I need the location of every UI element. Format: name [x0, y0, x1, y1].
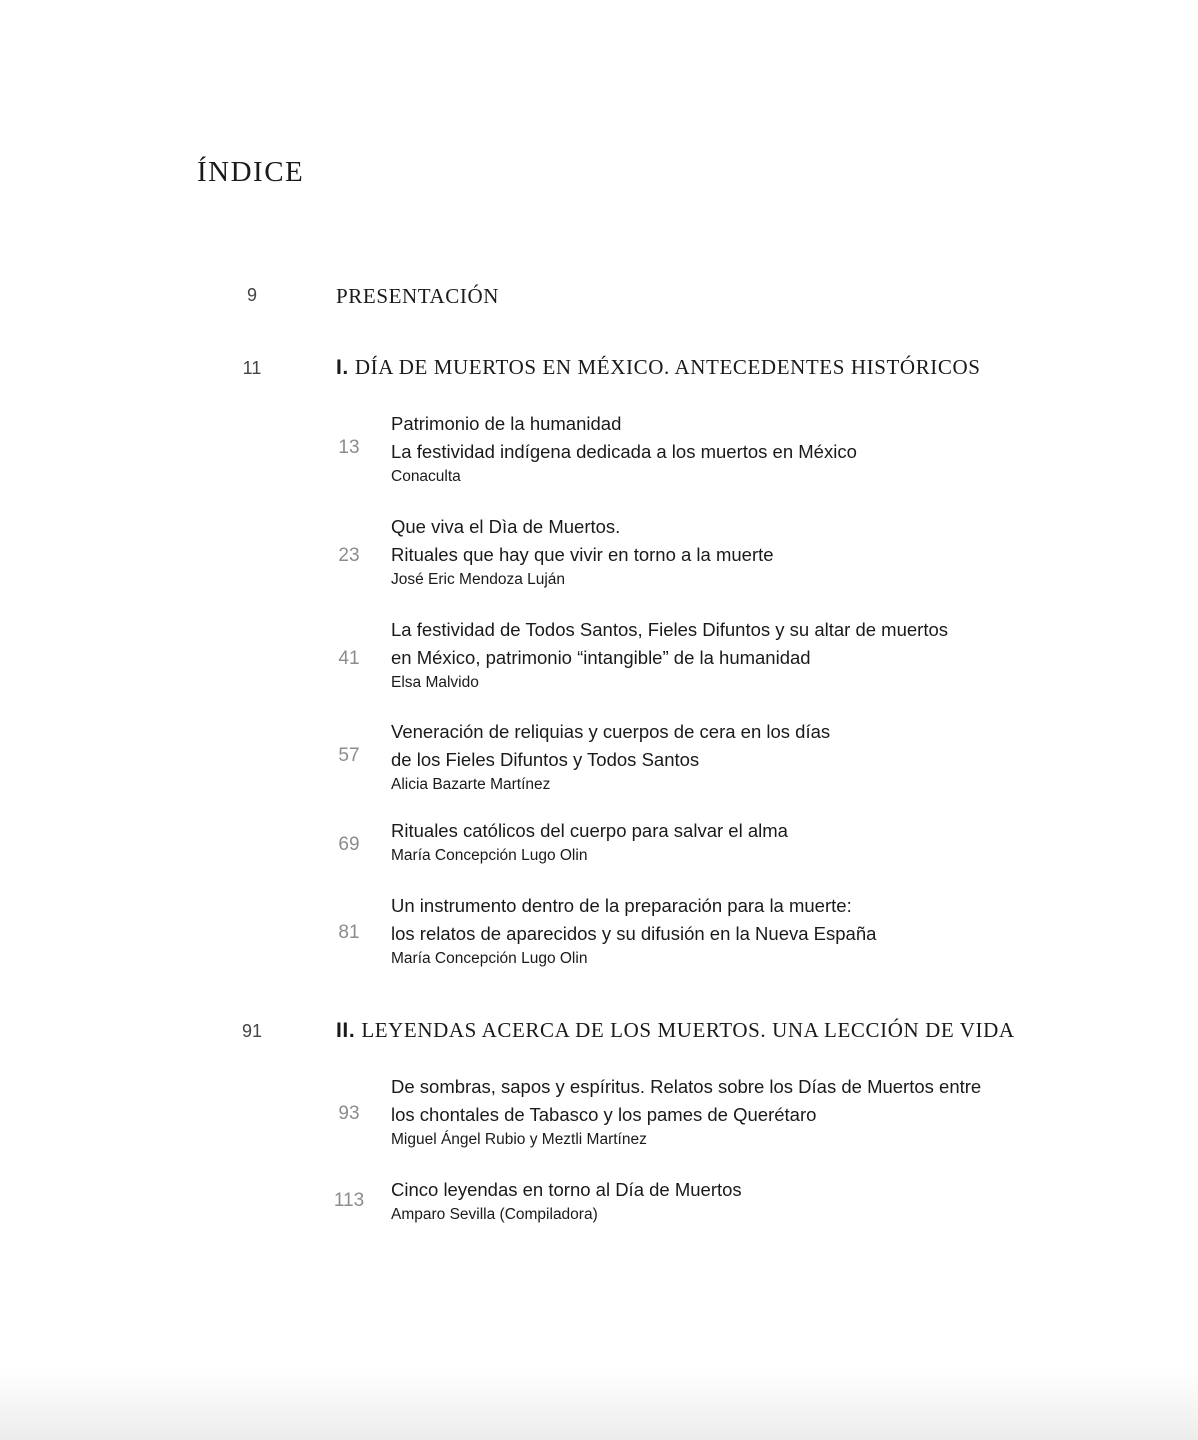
entry-page-number: 23	[338, 545, 360, 566]
entry-title-line: De sombras, sapos y espíritus. Relatos sobre los Días de Muertos entre	[391, 1076, 982, 1097]
toc-entry	[391, 513, 774, 591]
toc-entry	[391, 410, 857, 488]
section-title-text: DÍA DE MUERTOS EN MÉXICO. ANTECEDENTES HISTÓRICOS	[354, 355, 981, 379]
section-page-number: 91	[241, 1021, 263, 1041]
entry-author: Amparo Sevilla (Compiladora)	[391, 1206, 598, 1223]
entry-title-line: Que viva el Dìa de Muertos.	[391, 516, 621, 537]
entry-title-line: La festividad de Todos Santos, Fieles Difuntos y su altar de muertos	[391, 619, 949, 640]
section-number: II.	[336, 1019, 356, 1042]
toc-entry	[391, 892, 876, 970]
entry-page-number: 41	[338, 648, 360, 669]
entry-page-number: 13	[338, 437, 360, 458]
entry-author: José Eric Mendoza Luján	[391, 571, 566, 588]
entry-author: Conaculta	[391, 468, 461, 485]
section-title-text: LEYENDAS ACERCA DE LOS MUERTOS. UNA LECCIÓN DE VIDA	[361, 1018, 1015, 1042]
toc-entry	[391, 1176, 742, 1226]
page-bottom-shadow	[0, 1370, 1198, 1440]
entry-page-number: 113	[333, 1190, 365, 1211]
toc-entry	[391, 616, 948, 694]
entry-title-line: Rituales que hay que vivir en torno a la muerte	[391, 544, 774, 565]
entry-author: María Concepción Lugo Olin	[391, 950, 588, 967]
entry-author: Miguel Ángel Rubio y Meztli Martínez	[391, 1131, 647, 1148]
entry-page-number: 69	[338, 834, 360, 855]
entry-title-line: los chontales de Tabasco y los pames de Querétaro	[391, 1104, 817, 1125]
entry-title-line: los relatos de aparecidos y su difusión en la Nueva España	[391, 923, 877, 944]
entry-author: María Concepción Lugo Olin	[391, 847, 588, 864]
section-title	[336, 1018, 1015, 1043]
section-page-number: 11	[242, 358, 262, 378]
entry-title-line: La festividad indígena dedicada a los muertos en México	[391, 441, 857, 462]
entry-title-line: Un instrumento dentro de la preparación para la muerte:	[391, 895, 852, 916]
toc-entry	[391, 817, 788, 867]
section-title	[336, 355, 981, 380]
entry-author: Elsa Malvido	[391, 674, 479, 691]
entry-title-line: Rituales católicos del cuerpo para salvar el alma	[391, 820, 788, 841]
section-page-number: 9	[246, 285, 257, 305]
entry-author: Alicia Bazarte Martínez	[391, 776, 551, 793]
entry-title-line: Patrimonio de la humanidad	[391, 413, 622, 434]
entry-title-line: Cinco leyendas en torno al Día de Muertos	[391, 1179, 742, 1200]
entry-title-line: Veneración de reliquias y cuerpos de cera en los días	[391, 721, 831, 742]
entry-page-number: 81	[338, 922, 360, 943]
entry-page-number: 57	[338, 745, 360, 766]
section-title-text: PRESENTACIÓN	[336, 284, 500, 308]
page-title: ÍNDICE	[197, 156, 305, 188]
section-title	[336, 284, 499, 309]
toc-entry	[391, 1073, 981, 1151]
entry-title-line: en México, patrimonio “intangible” de la humanidad	[391, 647, 811, 668]
toc-entry	[391, 718, 830, 796]
entry-title-line: de los Fieles Difuntos y Todos Santos	[391, 749, 700, 770]
entry-page-number: 93	[338, 1103, 360, 1124]
section-number: I.	[336, 356, 349, 379]
